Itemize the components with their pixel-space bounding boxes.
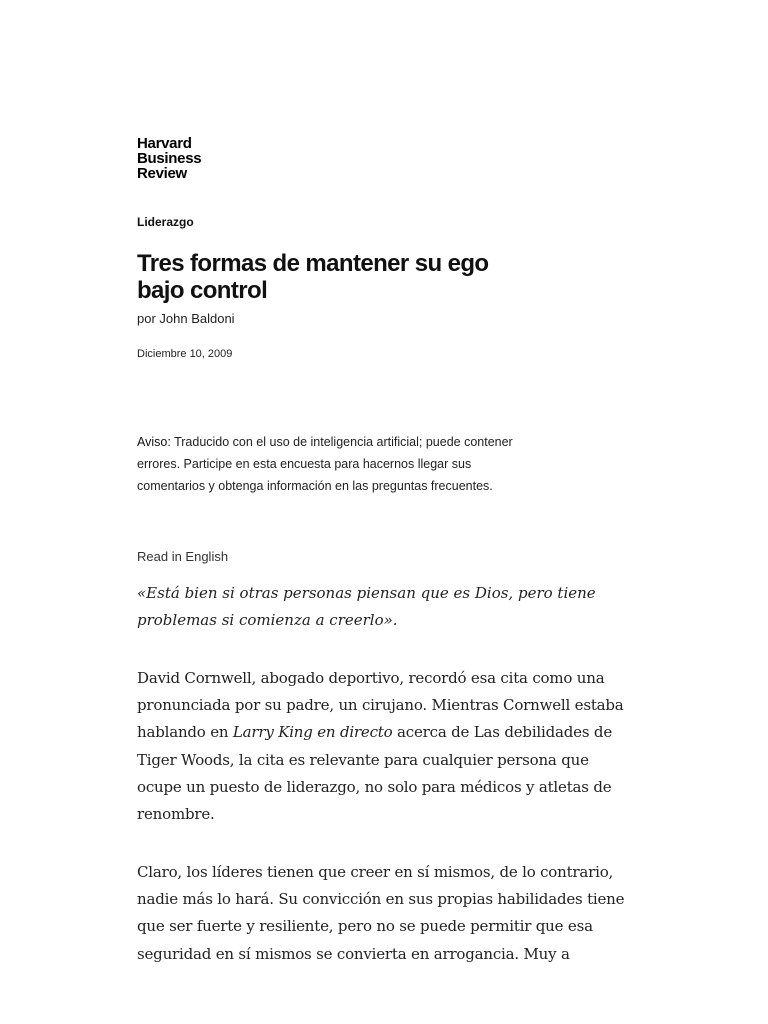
logo-line-harvard: Harvard bbox=[137, 135, 192, 152]
notice-text: Traducido con el uso de inteligencia artificial; puede contener errores. Participe en esta encuesta para hacernos llegar sus comentarios y obtenga información en las preguntas frecuentes. bbox=[137, 435, 513, 493]
hbr-logo[interactable] bbox=[137, 136, 201, 181]
notice-label: Aviso: bbox=[137, 435, 171, 449]
article-title: Tres formas de mantener su ego bajo control bbox=[137, 250, 489, 304]
body-paragraph-2: Claro, los líderes tienen que creer en sí mismos, de lo contrario, nadie más lo hará. Su convicción en sus propias habilidades tiene que ser fuerte y resiliente, pero no se puede permitir que esa seguridad en sí mismos se convierta en arrogancia. Muy a bbox=[137, 863, 625, 963]
pull-quote: «Está bien si otras personas piensan que es Dios, pero tiene problemas si comienza a creerlo». bbox=[137, 584, 596, 629]
article-byline: por John Baldoni bbox=[137, 311, 235, 326]
logo-line-review: Review bbox=[137, 165, 187, 182]
paragraph-1-before: David Cornwell, abogado deportivo, recordó esa cita como una pronunciada por su padre, un cirujano. Mientras Cornwell estaba hablando en bbox=[137, 669, 624, 742]
paragraph-1-after: acerca de Las debilidades de Tiger Woods, la cita es relevante para cualquier persona que ocupe un puesto de liderazgo, no solo para médicos y atletas de renombre. bbox=[137, 723, 612, 824]
publish-date: Diciembre 10, 2009 bbox=[137, 348, 233, 360]
ai-translation-notice bbox=[137, 431, 537, 497]
body-paragraph-1 bbox=[137, 665, 637, 828]
read-in-english-link[interactable]: Read in English bbox=[137, 549, 229, 564]
show-name: Larry King en directo bbox=[232, 723, 393, 742]
category-link[interactable]: Liderazgo bbox=[137, 215, 194, 229]
logo-line-business: Business bbox=[137, 150, 202, 167]
